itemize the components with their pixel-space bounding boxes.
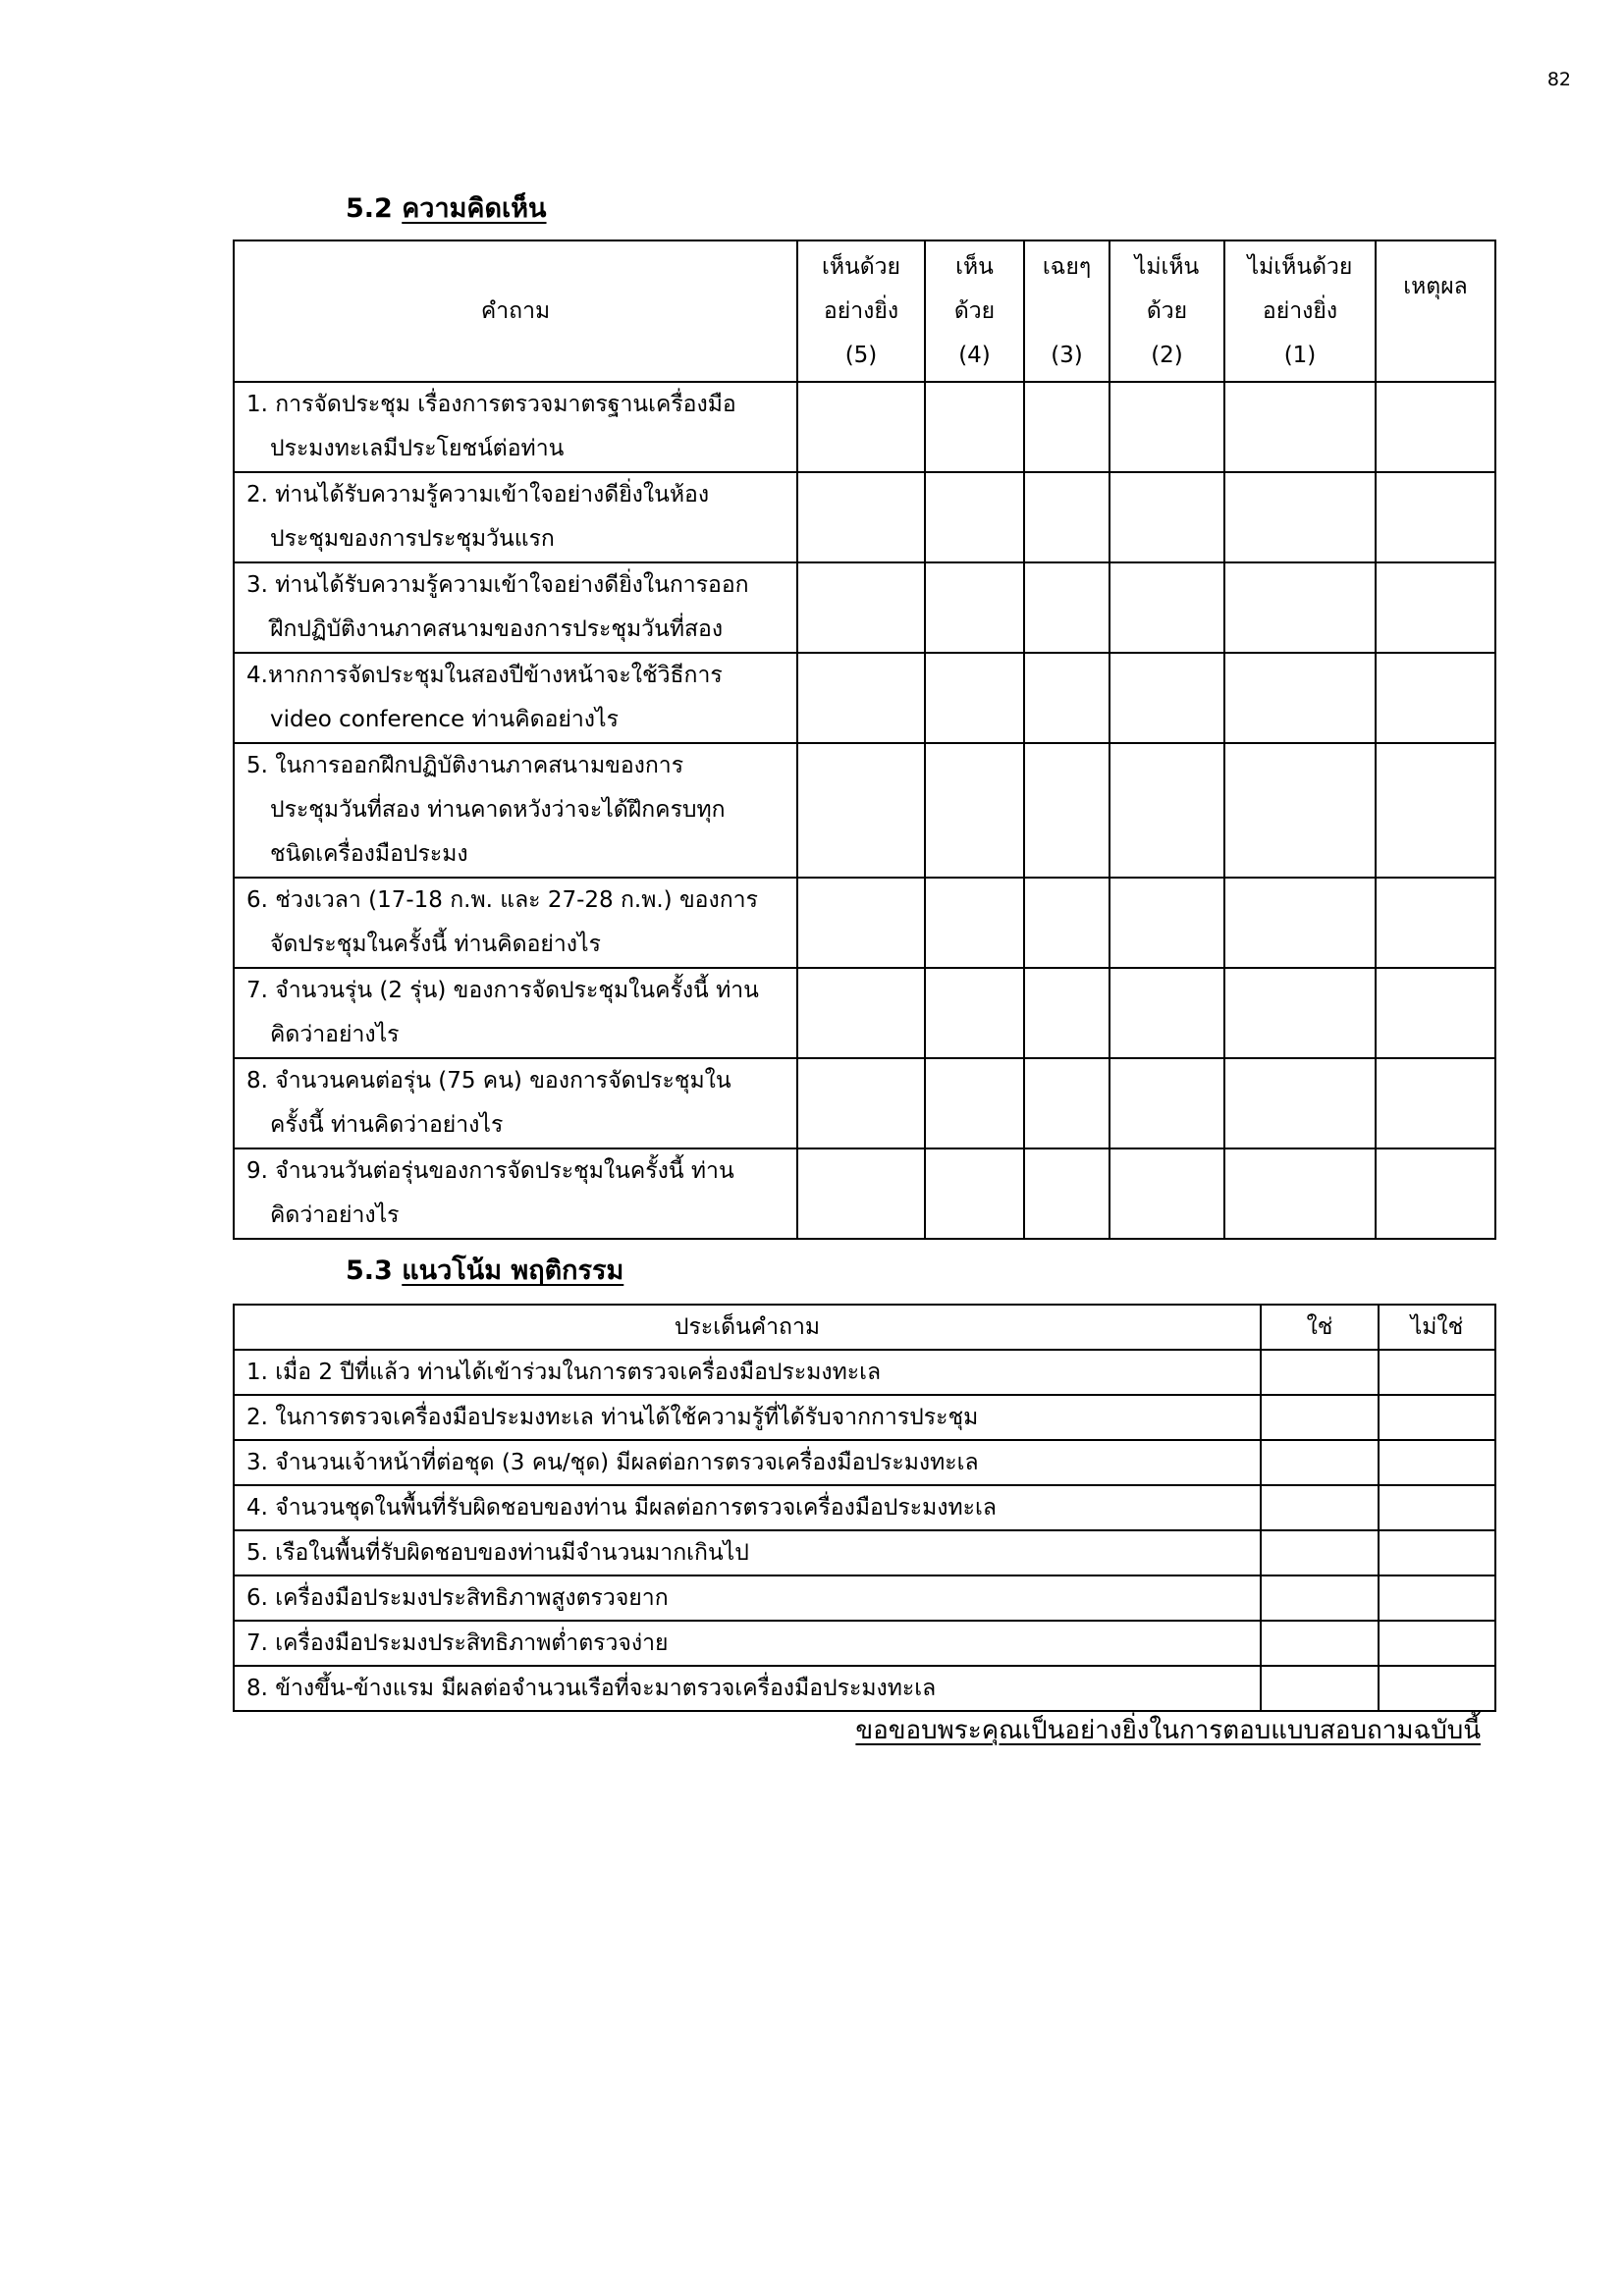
no-cell[interactable] [1379,1350,1495,1395]
reason-cell[interactable] [1376,653,1495,743]
question-line: 3. ท่านได้รับความรู้ความเข้าใจอย่างดียิ่งในการออก [246,572,749,598]
no-cell[interactable] [1379,1666,1495,1711]
strongly-agree-cell[interactable] [797,562,925,653]
issue-column-header: ประเด็นคำถาม [234,1305,1261,1350]
strongly-agree-cell[interactable] [797,1148,925,1239]
strongly-agree-cell[interactable] [797,743,925,878]
behavior-item-cell: 2. ในการตรวจเครื่องมือประมงทะเล ท่านได้ใช้ความรู้ที่ได้รับจากการประชุม [234,1395,1261,1440]
neutral-cell[interactable] [1024,472,1110,562]
agree-cell[interactable] [925,743,1024,878]
neutral-cell[interactable] [1024,1058,1110,1148]
agree-cell[interactable] [925,562,1024,653]
opinion-question-cell [234,562,797,653]
header-line [1025,290,1109,334]
behavior-item-cell: 1. เมื่อ 2 ปีที่แล้ว ท่านได้เข้าร่วมในการตรวจเครื่องมือประมงทะเล [234,1350,1261,1395]
strongly-disagree-cell[interactable] [1224,878,1376,968]
behavior-row [234,1395,1495,1440]
no-cell[interactable] [1379,1395,1495,1440]
strongly-disagree-cell[interactable] [1224,653,1376,743]
question-line: 7. จำนวนรุ่น (2 รุ่น) ของการจัดประชุมในครั้งนี้ ท่าน [246,978,759,1003]
strongly-disagree-cell[interactable] [1224,1148,1376,1239]
yes-cell[interactable] [1261,1395,1379,1440]
disagree-cell[interactable] [1110,1058,1224,1148]
no-column-header: ไม่ใช่ [1379,1305,1495,1350]
opinion-row [234,743,1495,878]
behavior-row [234,1530,1495,1575]
behavior-item-cell: 7. เครื่องมือประมงประสิทธิภาพต่ำตรวจง่าย [234,1621,1261,1666]
disagree-cell[interactable] [1110,968,1224,1058]
yes-cell[interactable] [1261,1575,1379,1621]
strongly-disagree-header [1224,240,1376,382]
header-line: ด้วย [1146,297,1188,324]
strongly-disagree-cell[interactable] [1224,743,1376,878]
question-line: คิดว่าอย่างไร [270,1022,400,1047]
behavior-section-title: แนวโน้ม พฤติกรรม [402,1255,624,1286]
agree-cell[interactable] [925,968,1024,1058]
opinion-section-title: ความคิดเห็น [402,193,547,224]
question-line: video conference ท่านคิดอย่างไร [270,707,619,732]
opinion-section-number: 5.2 [346,193,393,224]
neutral-cell[interactable] [1024,653,1110,743]
opinion-row [234,382,1495,472]
strongly-agree-cell[interactable] [797,653,925,743]
no-cell[interactable] [1379,1440,1495,1485]
yes-column-header: ใช่ [1261,1305,1379,1350]
strongly-agree-cell[interactable] [797,472,925,562]
neutral-header [1024,240,1110,382]
yes-cell[interactable] [1261,1350,1379,1395]
header-score: (2) [1151,342,1183,368]
header-line: อย่างยิ่ง [823,297,899,324]
opinion-row [234,878,1495,968]
yes-cell[interactable] [1261,1530,1379,1575]
question-line: ประมงทะเลมีประโยชน์ต่อท่าน [270,436,565,461]
question-line: ประชุมวันที่สอง ท่านคาดหวังว่าจะได้ฝึกครบทุก [270,797,726,823]
header-line: ด้วย [953,297,996,324]
header-line: ไม่เห็น [1134,253,1200,280]
neutral-cell[interactable] [1024,968,1110,1058]
behavior-row [234,1666,1495,1711]
neutral-cell[interactable] [1024,1148,1110,1239]
disagree-cell[interactable] [1110,1148,1224,1239]
strongly-agree-cell[interactable] [797,878,925,968]
opinion-table [233,240,1496,1240]
agree-cell[interactable] [925,878,1024,968]
agree-header [925,240,1024,382]
header-line: เห็น [955,253,994,280]
header-line: ไม่เห็นด้วย [1247,253,1353,280]
strongly-disagree-cell[interactable] [1224,382,1376,472]
reason-cell[interactable] [1376,472,1495,562]
behavior-row [234,1621,1495,1666]
agree-cell[interactable] [925,472,1024,562]
neutral-cell[interactable] [1024,382,1110,472]
opinion-row [234,562,1495,653]
question-line: ฝึกปฏิบัติงานภาคสนามของการประชุมวันที่สอง [270,616,724,642]
behavior-table [233,1304,1496,1712]
disagree-cell[interactable] [1110,382,1224,472]
question-line: 5. ในการออกฝึกปฏิบัติงานภาคสนามของการ [246,753,684,778]
strongly-agree-cell[interactable] [797,968,925,1058]
disagree-cell[interactable] [1110,743,1224,878]
opinion-row [234,1148,1495,1239]
strongly-agree-header [797,240,925,382]
agree-cell[interactable] [925,1148,1024,1239]
strongly-agree-cell[interactable] [797,1058,925,1148]
agree-cell[interactable] [925,653,1024,743]
opinion-question-cell [234,1148,797,1239]
reason-cell[interactable] [1376,968,1495,1058]
no-cell[interactable] [1379,1485,1495,1530]
question-line: 8. จำนวนคนต่อรุ่น (75 คน) ของการจัดประชุมใน [246,1068,731,1094]
opinion-row [234,472,1495,562]
question-line: คิดว่าอย่างไร [270,1202,400,1228]
behavior-row [234,1440,1495,1485]
strongly-agree-cell[interactable] [797,382,925,472]
strongly-disagree-cell[interactable] [1224,1058,1376,1148]
behavior-row [234,1575,1495,1621]
header-score: (4) [958,342,991,368]
closing-note: ขอขอบพระคุณเป็นอย่างยิ่งในการตอบแบบสอบถามฉบับนี้ [855,1716,1481,1745]
question-line: จัดประชุมในครั้งนี้ ท่านคิดอย่างไร [270,932,601,957]
reason-cell[interactable] [1376,1148,1495,1239]
question-line: 4.หากการจัดประชุมในสองปีข้างหน้าจะใช้วิธีการ [246,663,723,688]
opinion-question-cell [234,878,797,968]
opinion-row [234,653,1495,743]
behavior-row [234,1485,1495,1530]
behavior-item-cell: 6. เครื่องมือประมงประสิทธิภาพสูงตรวจยาก [234,1575,1261,1621]
disagree-cell[interactable] [1110,653,1224,743]
strongly-disagree-cell[interactable] [1224,472,1376,562]
question-line: 6. ช่วงเวลา (17-18 ก.พ. และ 27-28 ก.พ.) ของการ [246,887,758,913]
header-line: อย่างยิ่ง [1262,297,1338,324]
header-line: เห็นด้วย [821,253,901,280]
page-number: 82 [1546,69,1571,90]
opinion-question-cell [234,1058,797,1148]
neutral-cell[interactable] [1024,743,1110,878]
question-line: ชนิดเครื่องมือประมง [270,841,468,867]
no-cell[interactable] [1379,1621,1495,1666]
yes-cell[interactable] [1261,1621,1379,1666]
opinion-row [234,968,1495,1058]
no-cell[interactable] [1379,1530,1495,1575]
disagree-cell[interactable] [1110,562,1224,653]
opinion-header-row [234,240,1495,382]
question-column-header: คำถาม [234,240,797,382]
opinion-question-cell [234,653,797,743]
behavior-row [234,1350,1495,1395]
behavior-item-cell: 5. เรือในพื้นที่รับผิดชอบของท่านมีจำนวนมากเกินไป [234,1530,1261,1575]
behavior-item-cell: 8. ข้างขึ้น-ข้างแรม มีผลต่อจำนวนเรือที่จะมาตรวจเครื่องมือประมงทะเล [234,1666,1261,1711]
disagree-cell[interactable] [1110,472,1224,562]
question-line: 9. จำนวนวันต่อรุ่นของการจัดประชุมในครั้งนี้ ท่าน [246,1158,734,1184]
disagree-header [1110,240,1224,382]
behavior-section-number: 5.3 [346,1255,393,1286]
behavior-section-heading [346,1249,623,1291]
header-score: (3) [1051,342,1083,368]
question-line: 1. การจัดประชุม เรื่องการตรวจมาตรฐานเครื่องมือ [246,392,736,417]
opinion-question-cell [234,968,797,1058]
reason-cell[interactable] [1376,878,1495,968]
question-line: ประชุมของการประชุมวันแรก [270,526,555,552]
question-line: ครั้งนี้ ท่านคิดว่าอย่างไร [270,1112,504,1138]
agree-cell[interactable] [925,1058,1024,1148]
behavior-header-row [234,1305,1495,1350]
question-line: 2. ท่านได้รับความรู้ความเข้าใจอย่างดียิ่งในห้อง [246,482,710,507]
reason-cell[interactable] [1376,382,1495,472]
header-score: (1) [1283,342,1317,368]
neutral-cell[interactable] [1024,562,1110,653]
neutral-cell[interactable] [1024,878,1110,968]
behavior-item-cell: 3. จำนวนเจ้าหน้าที่ต่อชุด (3 คน/ชุด) มีผลต่อการตรวจเครื่องมือประมงทะเล [234,1440,1261,1485]
strongly-disagree-cell[interactable] [1224,968,1376,1058]
agree-cell[interactable] [925,382,1024,472]
strongly-disagree-cell[interactable] [1224,562,1376,653]
reason-cell[interactable] [1376,743,1495,878]
no-cell[interactable] [1379,1575,1495,1621]
yes-cell[interactable] [1261,1440,1379,1485]
yes-cell[interactable] [1261,1666,1379,1711]
disagree-cell[interactable] [1110,878,1224,968]
header-score: (5) [844,342,878,368]
opinion-question-cell [234,472,797,562]
opinion-question-cell [234,743,797,878]
reason-column-header: เหตุผล [1376,240,1495,382]
opinion-question-cell [234,382,797,472]
reason-cell[interactable] [1376,562,1495,653]
reason-cell[interactable] [1376,1058,1495,1148]
opinion-row [234,1058,1495,1148]
yes-cell[interactable] [1261,1485,1379,1530]
behavior-item-cell: 4. จำนวนชุดในพื้นที่รับผิดชอบของท่าน มีผลต่อการตรวจเครื่องมือประมงทะเล [234,1485,1261,1530]
opinion-section-heading [346,187,547,229]
header-line: เฉยๆ [1042,253,1092,280]
